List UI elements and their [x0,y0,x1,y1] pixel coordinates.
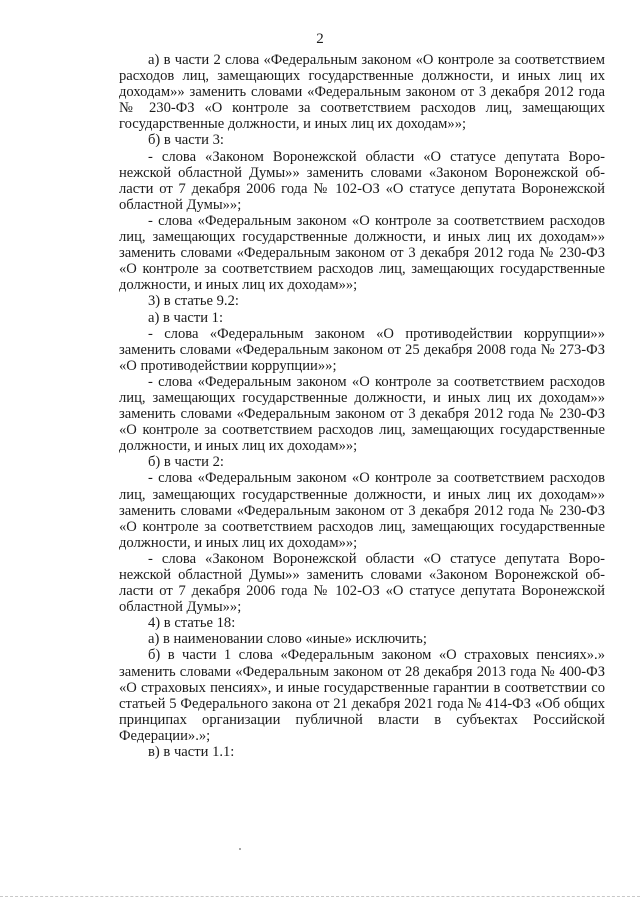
scan-speck [239,848,241,850]
paragraph-amend-voronezh-law: - слова «Законом Воронежской области «О статусе депутата Воронежской областной Думы»» заменить словами «Законом Воронежской области от 7 декабря 2006 года № 102-ОЗ «О статусе депутата Воронежской областной Думы»»; [119,148,605,213]
page-number: 2 [316,31,324,47]
paragraph-subitem-part-1: а) в части 1: [148,309,224,326]
paragraph-amend-voronezh-law-2: - слова «Законом Воронежской области «О статусе депутата Воронежской областной Думы»» заменить словами «Законом Воронежской области от 7 декабря 2006 года № 102-ОЗ «О статусе депутата Воронежской областной Думы»»; [119,550,605,616]
paragraph-subitem-part-1-1: в) в части 1.1: [148,744,235,761]
paragraph-amend-anticorruption-law: - слова «Федеральным законом «О противодействии коррупции»» заменить словами «Федеральным законом от 25 декабря 2008 года № 273-ФЗ «О противодействии коррупции»»; [119,325,605,374]
paragraph-article-18: 4) в статье 18: [148,615,236,632]
paragraph-amend-expenses-control-law-2: - слова «Федеральным законом «О контроле за соответствием расходов лиц, замещающих государственные должности, и иных лиц их доходам»» заменить словами «Федеральным законом от 3 декабря 2012 года № 230-ФЗ «О контроле за соответствием расходов лиц, замещающих государственные должности, и иных лиц их доходам»»; [119,373,605,455]
paragraph-subitem-part-3: б) в части 3: [148,132,224,149]
paragraph-subitem-part-2: б) в части 2: [148,454,224,471]
paragraph-amend-part-2-federal-law: а) в части 2 слова «Федеральным законом «О контроле за соответствием расходов лиц, замещающих государственные должности, и иных лиц их доходам»» заменить словами «Федеральным законом от 3 декабря 2012 года № 230-ФЗ «О контроле за соответствием расходов лиц, замещающих государственные должности, и иных лиц их доходам»»; [119,52,605,133]
page-bottom-edge [0,896,640,897]
paragraph-amend-expenses-control-law-3: - слова «Федеральным законом «О контроле за соответствием расходов лиц, замещающих государственные должности, и иных лиц их доходам»» заменить словами «Федеральным законом от 3 декабря 2012 года № 230-ФЗ «О контроле за соответствием расходов лиц, замещающих государственные должности, и иных лиц их доходам»»; [119,470,605,551]
paragraph-amend-expenses-control-law: - слова «Федеральным законом «О контроле за соответствием расходов лиц, замещающих государственные должности, и иных лиц их доходам»» заменить словами «Федеральным законом от 3 декабря 2012 года № 230-ФЗ «О контроле за соответствием расходов лиц, замещающих государственные должности, и иных лиц их доходам»»; [119,212,605,294]
paragraph-amend-pension-law: б) в части 1 слова «Федеральным законом «О страховых пенсиях».» заменить словами «Федеральным законом от 28 декабря 2013 года № 400-ФЗ «О страховых пенсиях», и иные государственные гарантии в соответствии со статьей 5 Федерального закона от 21 декабря 2021 года № 414-ФЗ «Об общих принципах организации публичной власти в субъектах Российской Федерации».»; [119,647,605,744]
paragraph-article-9-2: 3) в статье 9.2: [148,293,239,310]
paragraph-title-exclusion: а) в наименовании слово «иные» исключить; [148,631,427,648]
document-body [119,52,605,760]
